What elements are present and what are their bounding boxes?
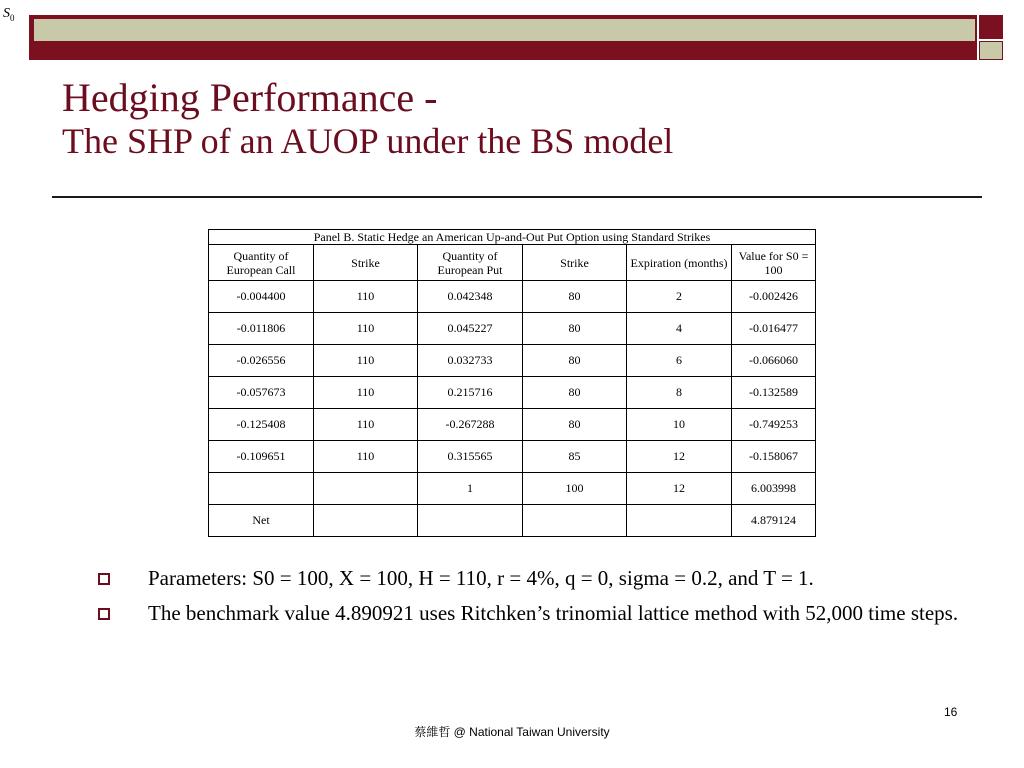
cell-put-strike: 80 [523,313,627,345]
title-line-1: Hedging Performance - [62,75,438,120]
cell-expiration: 8 [627,377,732,409]
corner-subscript: 0 [10,12,15,23]
cell-put-qty: 0.045227 [418,313,523,345]
cell-call-qty: -0.057673 [209,377,314,409]
cell-put-qty: 1 [418,473,523,505]
table-row [209,345,816,377]
cell-expiration: 10 [627,409,732,441]
cell-put-qty: -0.267288 [418,409,523,441]
corner-letter: S [3,6,10,21]
header-expiration: Expiration (months) [627,245,732,281]
bullet-text: The benchmark value 4.890921 uses Ritchken’s trinomial lattice method with 52,000 time steps. [148,601,959,625]
header-square-dark [979,15,1003,39]
cell-call-strike: 110 [314,345,418,377]
table-row [209,409,816,441]
cell-call-qty: -0.011806 [209,313,314,345]
footer-credit: 蔡維哲 @ National Taiwan University [414,725,610,739]
slide-title [62,76,962,161]
bullet-text: Parameters: S0 = 100, X = 100, H = 110, r = 4%, q = 0, sigma = 0.2, and T = 1. [148,566,814,590]
cell-call-strike [314,505,418,537]
cell-call-qty: -0.026556 [209,345,314,377]
cell-value: -0.002426 [732,281,816,313]
cell-call-strike: 110 [314,281,418,313]
table-row [209,313,816,345]
cell-put-qty: 0.315565 [418,441,523,473]
title-divider [52,196,982,198]
cell-value: -0.016477 [732,313,816,345]
table-caption: Panel B. Static Hedge an American Up-and-Out Put Option using Standard Strikes [209,230,816,245]
header-value: Value for S0 = 100 [732,245,816,281]
cell-call-qty: -0.125408 [209,409,314,441]
cell-call-strike: 110 [314,313,418,345]
cell-value: 6.003998 [732,473,816,505]
cell-expiration: 12 [627,473,732,505]
cell-call-strike: 110 [314,441,418,473]
cell-put-qty: 0.215716 [418,377,523,409]
cell-put-qty: 0.042348 [418,281,523,313]
header-band-inner [34,19,975,41]
table-header-row [209,245,816,281]
cell-put-strike: 80 [523,377,627,409]
cell-expiration: 6 [627,345,732,377]
table-row [209,377,816,409]
table-row [209,441,816,473]
square-bullet-icon [98,608,110,620]
header-put-qty: Quantity of European Put [418,245,523,281]
cell-put-strike: 80 [523,281,627,313]
header-square-light [979,41,1003,60]
cell-put-strike [523,505,627,537]
title-line-2: The SHP of an AUOP under the BS model [62,120,674,161]
cell-expiration [627,505,732,537]
cell-put-qty: 0.032733 [418,345,523,377]
table-row [209,281,816,313]
cell-value: -0.158067 [732,441,816,473]
cell-value: -0.132589 [732,377,816,409]
cell-call-strike: 110 [314,377,418,409]
cell-put-qty [418,505,523,537]
header-call-strike: Strike [314,245,418,281]
cell-expiration: 12 [627,441,732,473]
cell-put-strike: 80 [523,345,627,377]
square-bullet-icon [98,573,110,585]
cell-expiration: 2 [627,281,732,313]
cell-call-qty [209,473,314,505]
hedge-table [208,229,816,537]
cell-expiration: 4 [627,313,732,345]
header-put-strike: Strike [523,245,627,281]
header-call-qty: Quantity of European Call [209,245,314,281]
table-row [209,473,816,505]
bullet-item [98,599,968,628]
cell-put-strike: 100 [523,473,627,505]
table-body [209,281,816,537]
cell-value: -0.749253 [732,409,816,441]
cell-value: 4.879124 [732,505,816,537]
cell-call-strike [314,473,418,505]
bullet-item [98,564,968,593]
table-row [209,505,816,537]
corner-label [3,6,15,23]
cell-call-strike: 110 [314,409,418,441]
page-number: 16 [944,705,958,719]
cell-put-strike: 85 [523,441,627,473]
cell-call-qty: -0.004400 [209,281,314,313]
bullet-list [98,564,968,634]
cell-put-strike: 80 [523,409,627,441]
cell-call-qty: -0.109651 [209,441,314,473]
cell-value: -0.066060 [732,345,816,377]
cell-call-qty: Net [209,505,314,537]
